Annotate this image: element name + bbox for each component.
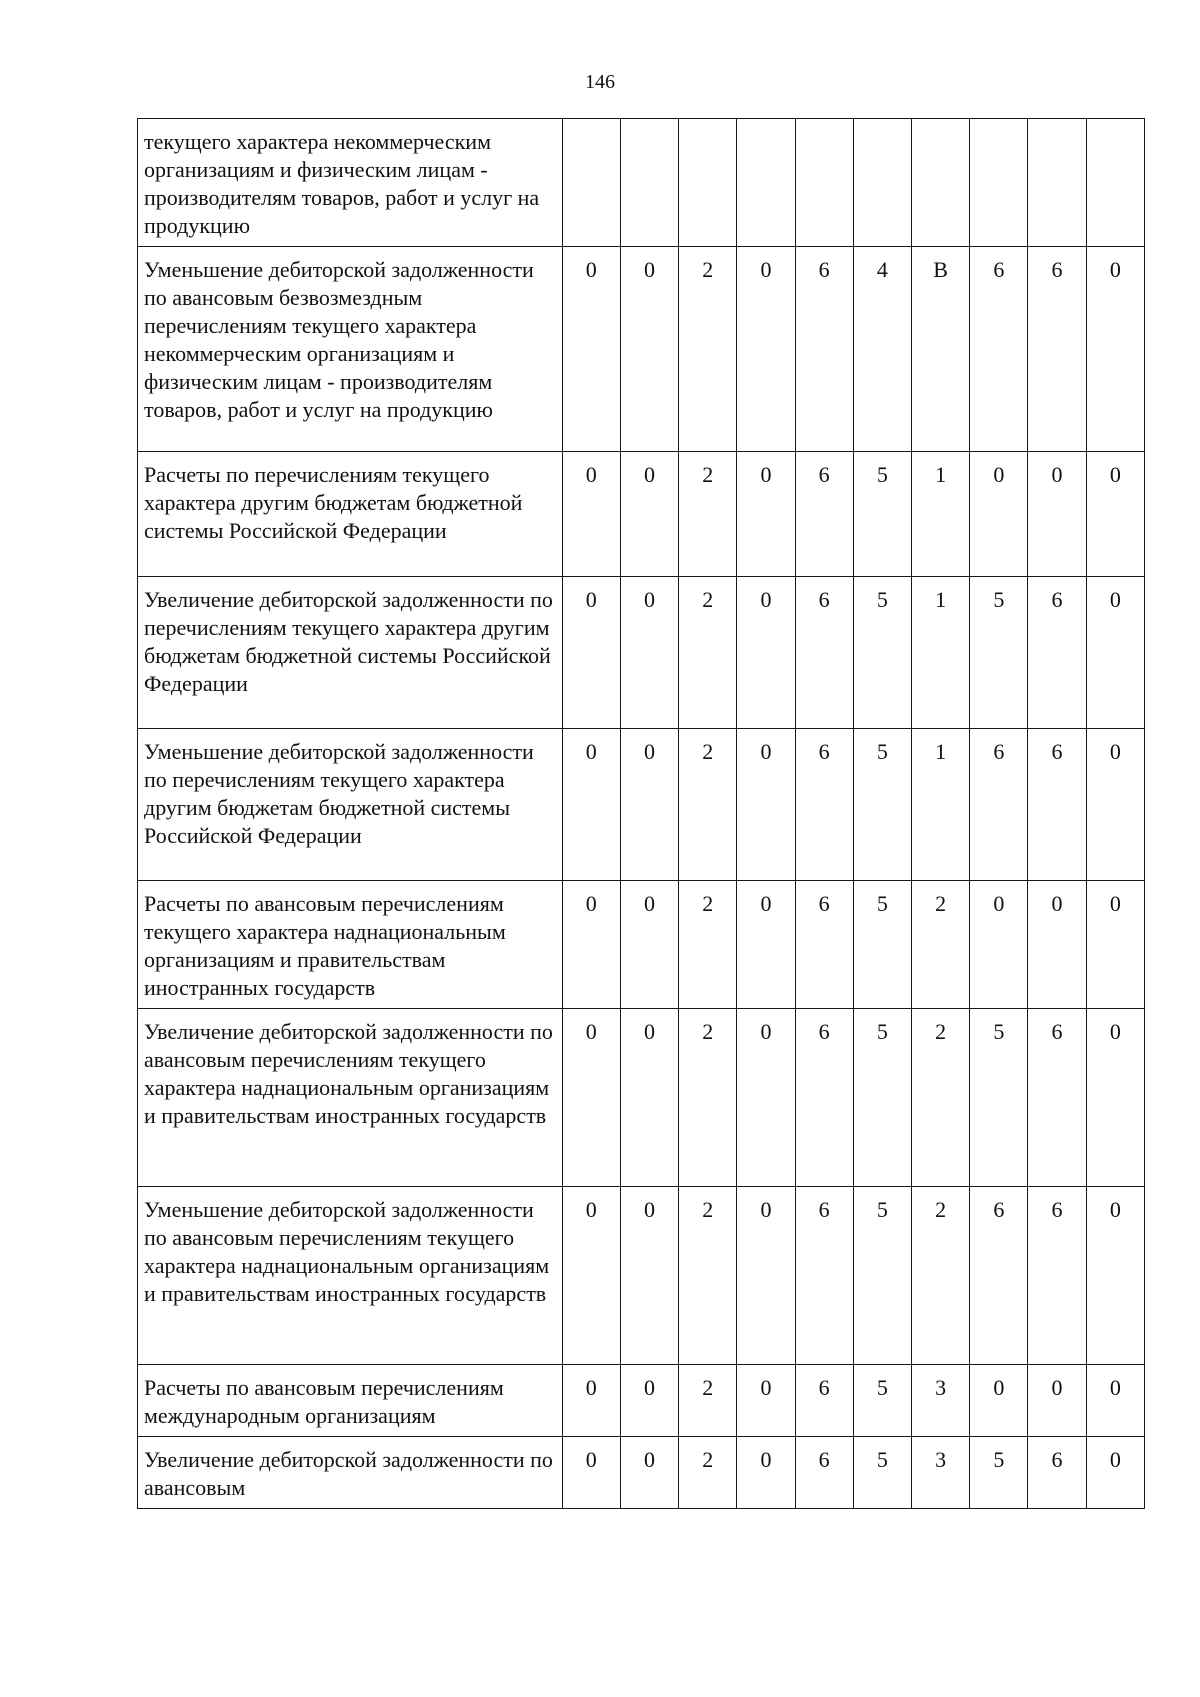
code-digit-cell: 2 [679, 1437, 737, 1509]
row-description: Расчеты по перечислениям текущего характера другим бюджетам бюджетной системы Российской Федерации [138, 452, 563, 577]
code-digit-cell: 1 [911, 729, 969, 881]
code-digit-cell: 5 [853, 452, 911, 577]
row-description: Расчеты по авансовым перечислениям международным организациям [138, 1365, 563, 1437]
table-row [138, 1365, 1145, 1437]
code-digit-cell: 0 [1086, 1009, 1144, 1187]
code-digit-cell: 5 [853, 577, 911, 729]
code-digit-cell: 0 [1028, 1365, 1086, 1437]
code-digit-cell: 0 [562, 1187, 620, 1365]
code-digit-cell: 0 [562, 881, 620, 1009]
code-digit-cell: 0 [737, 247, 795, 452]
code-digit-cell [1028, 119, 1086, 247]
code-digit-cell: 0 [1086, 1187, 1144, 1365]
code-digit-cell: 5 [853, 881, 911, 1009]
row-description: Расчеты по авансовым перечислениям текущего характера наднациональным организациям и правительствам иностранных государств [138, 881, 563, 1009]
code-digit-cell: 6 [1028, 1009, 1086, 1187]
code-digit-cell: 0 [620, 247, 678, 452]
code-digit-cell: 6 [1028, 729, 1086, 881]
table-row [138, 452, 1145, 577]
code-digit-cell: 0 [737, 1187, 795, 1365]
table-row [138, 1009, 1145, 1187]
code-digit-cell: 0 [620, 577, 678, 729]
table-row [138, 577, 1145, 729]
code-digit-cell: 0 [1028, 881, 1086, 1009]
code-digit-cell: 0 [620, 452, 678, 577]
code-digit-cell [795, 119, 853, 247]
page-number: 146 [585, 71, 615, 93]
code-digit-cell: 0 [620, 729, 678, 881]
code-digit-cell: 6 [795, 881, 853, 1009]
code-digit-cell: 6 [795, 729, 853, 881]
code-digit-cell: 2 [679, 1365, 737, 1437]
code-digit-cell: 0 [620, 1009, 678, 1187]
code-digit-cell: 6 [795, 1437, 853, 1509]
code-digit-cell: 0 [1086, 577, 1144, 729]
code-digit-cell [853, 119, 911, 247]
code-digit-cell: 6 [1028, 247, 1086, 452]
code-digit-cell: 0 [737, 452, 795, 577]
table-body [138, 119, 1145, 1509]
code-digit-cell: 0 [620, 1437, 678, 1509]
code-digit-cell: 0 [737, 577, 795, 729]
code-digit-cell [620, 119, 678, 247]
code-digit-cell: 0 [970, 881, 1028, 1009]
code-digit-cell: 6 [1028, 577, 1086, 729]
code-digit-cell: 5 [853, 1437, 911, 1509]
code-digit-cell: 6 [795, 452, 853, 577]
code-digit-cell: 0 [620, 1187, 678, 1365]
code-digit-cell: 5 [853, 729, 911, 881]
code-digit-cell: 6 [970, 729, 1028, 881]
code-digit-cell: 6 [795, 247, 853, 452]
code-digit-cell: 0 [562, 247, 620, 452]
code-digit-cell: 0 [562, 577, 620, 729]
row-description: Уменьшение дебиторской задолженности по перечислениям текущего характера другим бюджетам бюджетной системы Российской Федерации [138, 729, 563, 881]
code-digit-cell [970, 119, 1028, 247]
table-row [138, 729, 1145, 881]
code-digit-cell: 0 [1028, 452, 1086, 577]
code-digit-cell: 0 [562, 1009, 620, 1187]
code-digit-cell: 1 [911, 577, 969, 729]
code-digit-cell: 2 [679, 1187, 737, 1365]
row-description: Уменьшение дебиторской задолженности по авансовым безвозмездным перечислениям текущего характера некоммерческим организациям и физическим лицам - производителям товаров, работ и услуг на продукцию [138, 247, 563, 452]
code-digit-cell [1086, 119, 1144, 247]
code-digit-cell: 5 [970, 1009, 1028, 1187]
code-digit-cell: 2 [911, 881, 969, 1009]
code-digit-cell: 2 [679, 452, 737, 577]
code-digit-cell: 5 [853, 1187, 911, 1365]
table-row [138, 881, 1145, 1009]
code-digit-cell: 5 [853, 1009, 911, 1187]
code-digit-cell: 0 [1086, 247, 1144, 452]
table-row [138, 247, 1145, 452]
table-row [138, 1187, 1145, 1365]
row-description: Уменьшение дебиторской задолженности по авансовым перечислениям текущего характера наднациональным организациям и правительствам иностранных государств [138, 1187, 563, 1365]
code-digit-cell: 0 [737, 1437, 795, 1509]
code-digit-cell: 0 [562, 729, 620, 881]
code-digit-cell: 6 [1028, 1437, 1086, 1509]
code-digit-cell: 6 [795, 1009, 853, 1187]
code-digit-cell: 1 [911, 452, 969, 577]
code-digit-cell: 6 [970, 1187, 1028, 1365]
code-digit-cell: 0 [1086, 1437, 1144, 1509]
code-digit-cell: 6 [795, 1187, 853, 1365]
code-digit-cell: 0 [1086, 881, 1144, 1009]
code-digit-cell: 0 [737, 881, 795, 1009]
row-description: Увеличение дебиторской задолженности по перечислениям текущего характера другим бюджетам бюджетной системы Российской Федерации [138, 577, 563, 729]
code-digit-cell: 5 [853, 1365, 911, 1437]
code-digit-cell: 0 [620, 1365, 678, 1437]
code-digit-cell: 2 [911, 1009, 969, 1187]
code-digit-cell: 0 [562, 452, 620, 577]
code-digit-cell: 6 [1028, 1187, 1086, 1365]
code-digit-cell: 0 [737, 1365, 795, 1437]
code-digit-cell: 6 [795, 577, 853, 729]
code-digit-cell: 0 [562, 1437, 620, 1509]
table-row [138, 119, 1145, 247]
code-digit-cell: 2 [679, 729, 737, 881]
code-digit-cell: 6 [970, 247, 1028, 452]
code-digit-cell [562, 119, 620, 247]
code-digit-cell: 0 [1086, 452, 1144, 577]
code-digit-cell: 0 [562, 1365, 620, 1437]
code-digit-cell: 2 [679, 577, 737, 729]
code-digit-cell: В [911, 247, 969, 452]
code-digit-cell: 0 [970, 1365, 1028, 1437]
code-digit-cell [679, 119, 737, 247]
row-description: Увеличение дебиторской задолженности по авансовым перечислениям текущего характера наднациональным организациям и правительствам иностранных государств [138, 1009, 563, 1187]
table-row [138, 1437, 1145, 1509]
code-digit-cell: 0 [1086, 729, 1144, 881]
code-digit-cell: 5 [970, 577, 1028, 729]
code-digit-cell [911, 119, 969, 247]
code-digit-cell: 5 [970, 1437, 1028, 1509]
classification-table [137, 118, 1145, 1509]
code-digit-cell: 3 [911, 1437, 969, 1509]
code-digit-cell: 0 [620, 881, 678, 1009]
code-digit-cell: 2 [679, 881, 737, 1009]
row-description: Увеличение дебиторской задолженности по авансовым [138, 1437, 563, 1509]
code-digit-cell: 4 [853, 247, 911, 452]
code-digit-cell: 0 [737, 729, 795, 881]
code-digit-cell: 2 [679, 247, 737, 452]
code-digit-cell: 0 [970, 452, 1028, 577]
code-digit-cell: 3 [911, 1365, 969, 1437]
code-digit-cell: 6 [795, 1365, 853, 1437]
code-digit-cell [737, 119, 795, 247]
code-digit-cell: 2 [679, 1009, 737, 1187]
row-description: текущего характера некоммерческим организациям и физическим лицам - производителям товаров, работ и услуг на продукцию [138, 119, 563, 247]
code-digit-cell: 0 [1086, 1365, 1144, 1437]
code-digit-cell: 2 [911, 1187, 969, 1365]
code-digit-cell: 0 [737, 1009, 795, 1187]
